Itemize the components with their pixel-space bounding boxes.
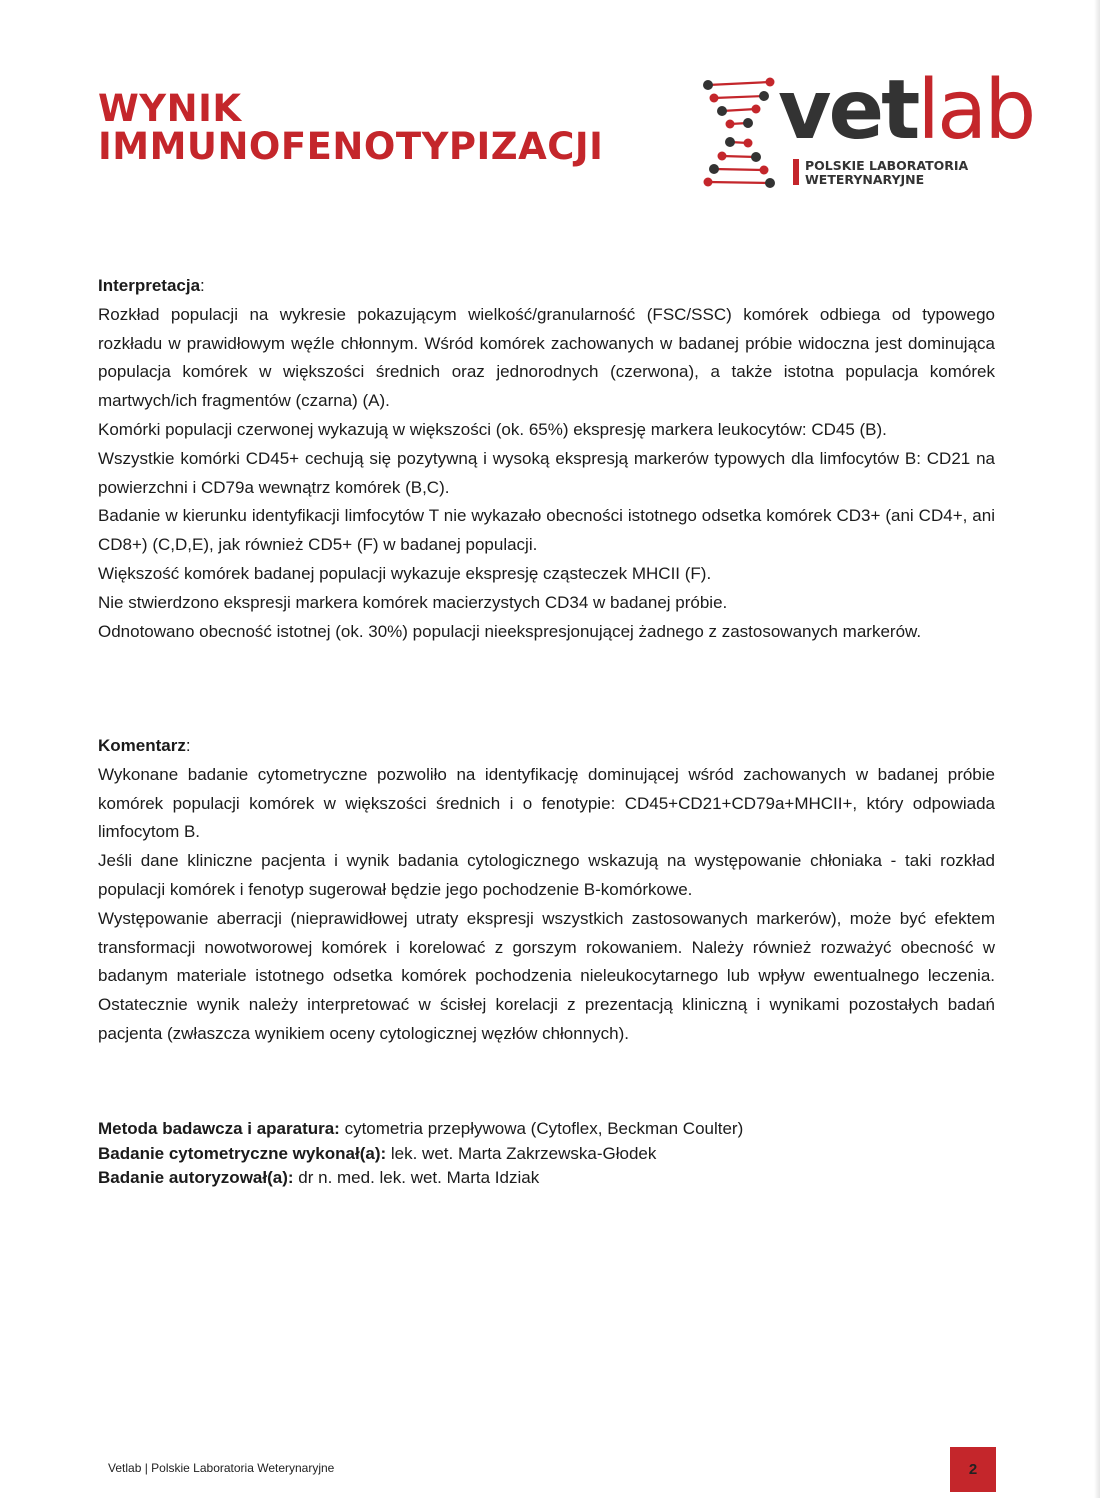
authorized-by-line bbox=[98, 1166, 743, 1191]
performed-by-line bbox=[98, 1142, 743, 1167]
comment-paragraph: Wykonane badanie cytometryczne pozwoliło na identyfikację dominującej wśród zachowanych w badanej próbie komórek populacji komórek w większości średnich i o fenotypie: CD45+CD21+CD79a+MHCII+, który odpowiada limfocytom B. bbox=[98, 764, 995, 842]
performed-by-label: Badanie cytometryczne wykonał(a): bbox=[98, 1143, 387, 1163]
interpretation-paragraph: Wszystkie komórki CD45+ cechują się pozytywną i wysoką ekspresją markerów typowych dla limfocytów B: CD21 na powierzchni i CD79a wewnątrz komórek (B,C). bbox=[98, 448, 995, 497]
title-line-1: WYNIK bbox=[98, 87, 242, 130]
logo-subtitle-line-2: WETERYNARYJNE bbox=[805, 172, 925, 187]
comment-heading bbox=[98, 732, 995, 761]
interpretation-paragraph: Nie stwierdzono ekspresji markera komórek macierzystych CD34 w badanej próbie. bbox=[98, 592, 728, 612]
interpretation-paragraph: Odnotowano obecność istotnej (ok. 30%) populacji nieekspresjonującej żadnego z zastosowanych markerów. bbox=[98, 621, 922, 641]
method-label: Metoda badawcza i aparatura: bbox=[98, 1119, 340, 1138]
authorized-by-label: Badanie autoryzował(a): bbox=[98, 1168, 294, 1187]
page-number: 2 bbox=[968, 1461, 978, 1478]
method-value: cytometria przepływowa (Cytoflex, Beckman Coulter) bbox=[339, 1119, 744, 1138]
page-title bbox=[98, 87, 604, 168]
interpretation-paragraph: Rozkład populacji na wykresie pokazującym wielkość/granularność (FSC/SSC) komórek odbiega od typowego rozkładu w prawidłowym węźle chłonnym. Wśród komórek zachowanych w badanej próbie widoczna jest dominująca populacja komórek w większości średnich oraz jednorodnych (czerwona), a także istotna populacja komórek martwych/ich fragmentów (czarna) (A). bbox=[98, 304, 995, 411]
interpretation-section bbox=[98, 272, 995, 646]
interpretation-paragraph: Badanie w kierunku identyfikacji limfocytów T nie wykazało obecności istotnego odsetka komórek CD3+ (ani CD4+, ani CD8+) (C,D,E), jak również CD5+ (F) w badanej populacji. bbox=[98, 506, 995, 555]
page-number-badge bbox=[950, 1447, 996, 1492]
comment-heading-text: Komentarz bbox=[98, 736, 186, 755]
interpretation-paragraph: Większość komórek badanej populacji wykazuje ekspresję cząsteczek MHCII (F). bbox=[98, 563, 712, 583]
comment-paragraph: Jeśli dane kliniczne pacjenta i wynik badania cytologicznego wskazują na występowanie chłoniaka - taki rozkład populacji komórek i fenotyp sugerował będzie jego pochodzenie B-komórkowe. bbox=[98, 851, 995, 899]
method-info bbox=[98, 1117, 743, 1191]
logo-wordmark-vet: vet bbox=[778, 63, 918, 158]
footer-text: Vetlab | Polskie Laboratoria Weterynaryjne bbox=[108, 1461, 335, 1475]
page-edge-shadow bbox=[1094, 0, 1100, 1498]
comment-paragraph: Występowanie aberracji (nieprawidłowej utraty ekspresji wszystkich zastosowanych markerów), może być efektem transformacji nowotworowej komórek i korelować z gorszym rokowaniem. Należy również rozważyć obecność w badanym materiale istotnego odsetka komórek pochodzenia nieleukocytarnego lub wpływ ewentualnego leczenia. Ostatecznie wynik należy interpretować w ścisłej korelacji z prezentacją kliniczną i wynikami pozostałych badań pacjenta (zwłaszcza wynikiem oceny cytologicznej węzłów chłonnych). bbox=[98, 908, 995, 1043]
logo-subtitle-line-1: POLSKIE LABORATORIA bbox=[805, 158, 969, 173]
interpretation-heading bbox=[98, 272, 995, 301]
logo-subtitle bbox=[805, 159, 968, 187]
dna-helix-icon bbox=[698, 76, 778, 191]
title-line-2: IMMUNOFENOTYPIZACJI bbox=[98, 125, 604, 168]
logo-wordmark bbox=[778, 63, 1034, 158]
interpretation-heading-text: Interpretacja bbox=[98, 276, 201, 295]
logo-wordmark-lab: lab bbox=[917, 63, 1034, 158]
authorized-by-value: dr n. med. lek. wet. Marta Idziak bbox=[293, 1168, 540, 1187]
comment-section bbox=[98, 732, 995, 1049]
logo-accent-bar bbox=[793, 159, 799, 185]
comment-heading-colon: : bbox=[185, 736, 191, 755]
interpretation-paragraph: Komórki populacji czerwonej wykazują w większości (ok. 65%) ekspresję markera leukocytów: CD45 (B). bbox=[98, 419, 887, 439]
method-line bbox=[98, 1117, 743, 1142]
vetlab-logo bbox=[698, 63, 1034, 191]
interpretation-heading-colon: : bbox=[200, 276, 205, 295]
performed-by-value: lek. wet. Marta Zakrzewska-Głodek bbox=[386, 1143, 657, 1163]
